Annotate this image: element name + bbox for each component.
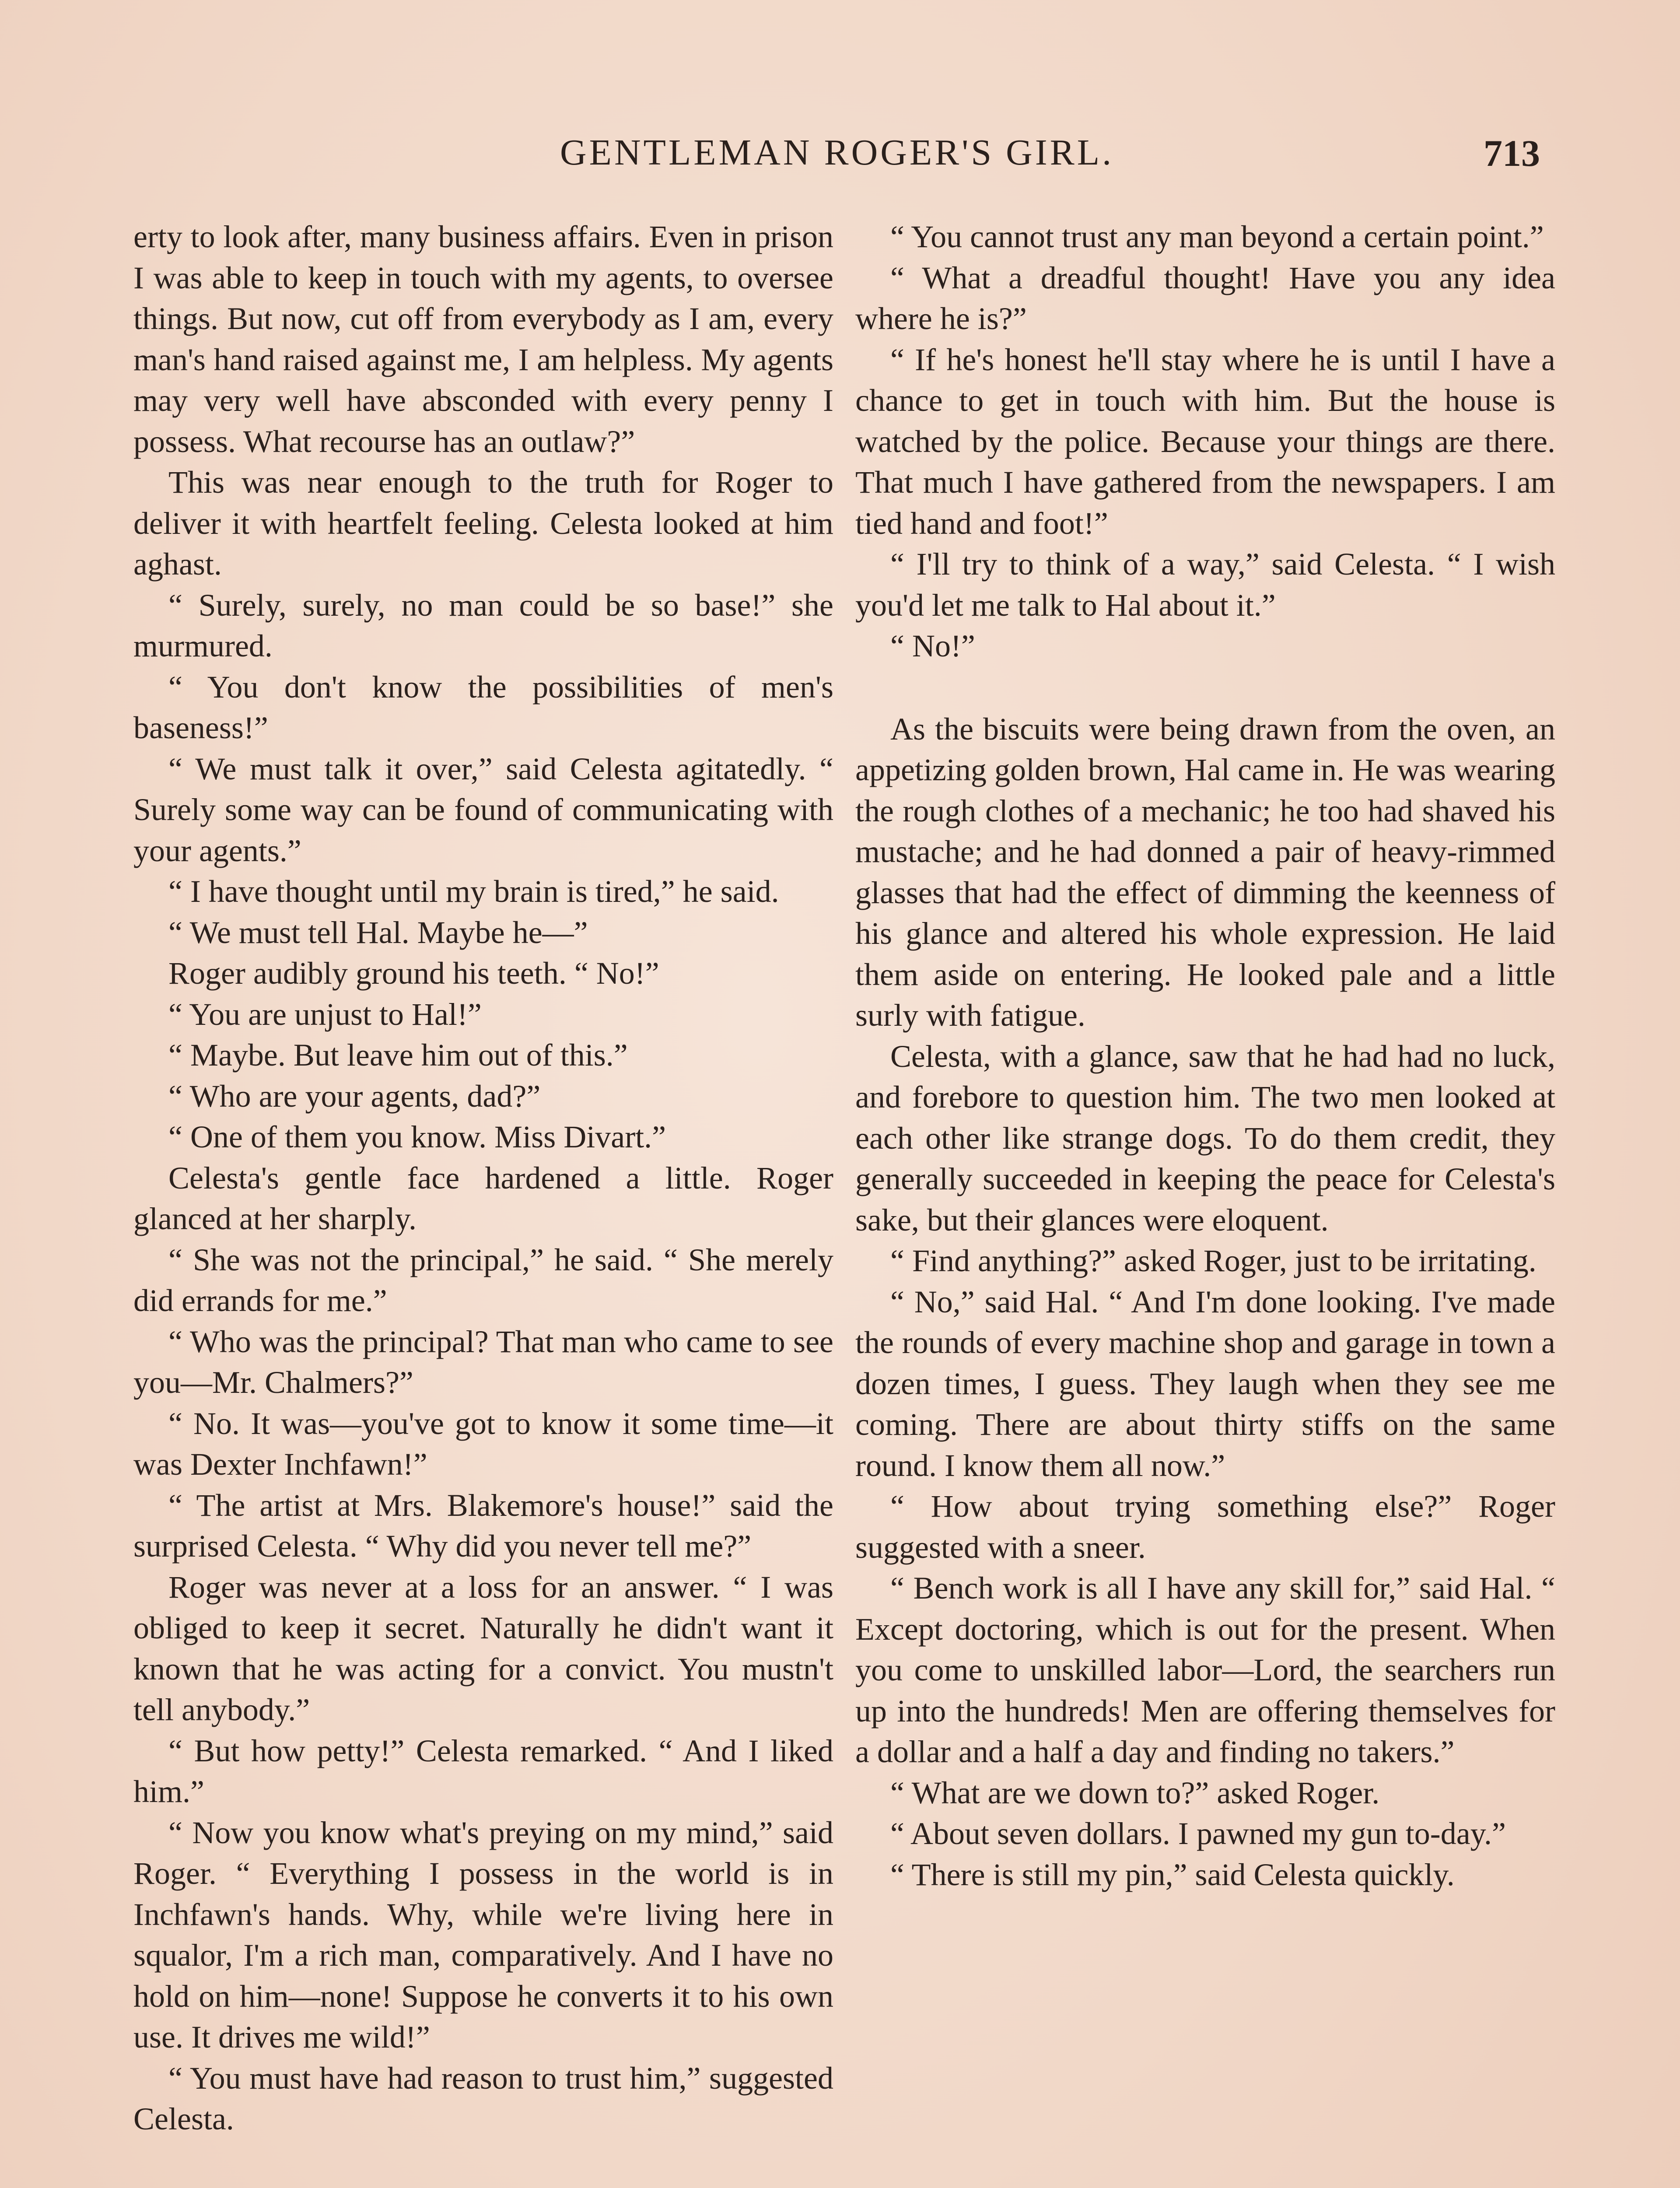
paragraph: “ Now you know what's preying on my mind,” said Roger. “ Everything I possess in the world is in Inchfawn's hands. Why, while we're living here in squalor, I'm a rich man, comparatively. And I have no hold on him—none! Suppose he converts it to his own use. It drives me wild!”	[133, 1815, 833, 2055]
paragraph: “ The artist at Mrs. Blakemore's house!” said the surprised Celesta. “ Why did you never tell me?”	[133, 1487, 833, 1564]
paragraph: “ I have thought until my brain is tired,” he said.	[168, 874, 779, 909]
paragraph: “ One of them you know. Miss Divart.”	[168, 1119, 666, 1154]
paragraph: “ But how petty!” Celesta remarked. “ And I liked him.”	[133, 1733, 833, 1809]
paragraph: “ Find anything?” asked Roger, just to be irritating.	[890, 1243, 1536, 1278]
paragraph: erty to look after, many business affairs. Even in prison I was able to keep in touch with my agents, to oversee things. But now, cut off from everybody as I am, every man's hand raised against me, I am helpless. My agents may very well have absconded with every penny I possess. What recourse has an outlaw?”	[133, 219, 833, 459]
paragraph: “ You must have had reason to trust him,” suggested Celesta.	[133, 2060, 833, 2136]
paragraph: “ What a dreadful thought! Have you any idea where he is?”	[855, 260, 1555, 336]
right-column-narrative	[855, 709, 1555, 1896]
paragraph: “ She was not the principal,” he said. “ She merely did errands for me.”	[133, 1242, 833, 1318]
paragraph: “ We must talk it over,” said Celesta agitatedly. “ Surely some way can be found of communicating with your agents.”	[133, 751, 833, 868]
paragraph: “ How about trying something else?” Roger suggested with a sneer.	[855, 1489, 1555, 1565]
paragraph: “ No. It was—you've got to know it some time—it was Dexter Inchfawn!”	[133, 1406, 833, 1482]
paragraph: Roger audibly ground his teeth. “ No!”	[168, 956, 659, 991]
paragraph: “ Who was the principal? That man who came to see you—Mr. Chalmers?”	[133, 1324, 833, 1400]
right-column	[855, 217, 1555, 1895]
paragraph: “ You cannot trust any man beyond a certain point.”	[890, 219, 1544, 254]
section-break	[855, 667, 1555, 709]
paragraph: “ No!”	[890, 628, 975, 663]
paragraph: “ We must tell Hal. Maybe he—”	[168, 915, 588, 950]
page-number: 713	[1484, 132, 1540, 174]
paragraph: “ Bench work is all I have any skill for,” said Hal. “ Except doctoring, which is out for the present. When you come to unskilled labor—Lord, the searchers run up into the hundreds! Men are offering themselves for a dollar and a half a day and finding no takers.”	[855, 1571, 1555, 1769]
paragraph: “ I'll try to think of a way,” said Celesta. “ I wish you'd let me talk to Hal about it.”	[855, 547, 1555, 623]
paragraph: Celesta, with a glance, saw that he had had no luck, and forebore to question him. The two men looked at each other like strange dogs. To do them credit, they generally succeeded in keeping the peace for Celesta's sake, but their glances were eloquent.	[855, 1038, 1555, 1238]
paragraph: “ If he's honest he'll stay where he is until I have a chance to get in touch with him. But the house is watched by the police. Because your things are there. That much I have gathered from the newspapers. I am tied hand and foot!”	[855, 342, 1555, 541]
paragraph: “ No,” said Hal. “ And I'm done looking. I've made the rounds of every machine shop and garage in town a dozen times, I guess. They laugh when they see me coming. There are about thirty stiffs on the same round. I know them all now.”	[855, 1284, 1555, 1483]
left-column	[133, 217, 833, 2140]
paragraph: “ There is still my pin,” said Celesta quickly.	[890, 1857, 1455, 1892]
paragraph: “ Who are your agents, dad?”	[168, 1078, 541, 1114]
paragraph: “ You are unjust to Hal!”	[168, 996, 482, 1032]
paragraph: “ What are we down to?” asked Roger.	[890, 1775, 1380, 1810]
right-column-dialogue	[855, 217, 1555, 667]
paragraph: “ Maybe. But leave him out of this.”	[168, 1038, 628, 1073]
paragraph: As the biscuits were being drawn from the oven, an appetizing golden brown, Hal came in. He was wearing the rough clothes of a mechanic; he too had shaved his mustache; and he had donned a pair of heavy-rimmed glasses that had the effect of dimming the keenness of his glance and altered his whole expression. He laid them aside on entering. He looked pale and a little surly with fatigue.	[855, 711, 1555, 1033]
paragraph: Roger was never at a loss for an answer. “ I was obliged to keep it secret. Naturally he didn't want it known that he was acting for a convict. You mustn't tell anybody.”	[133, 1569, 833, 1727]
paragraph: “ Surely, surely, no man could be so base!” she murmured.	[133, 587, 833, 663]
paragraph: Celesta's gentle face hardened a little. Roger glanced at her sharply.	[133, 1160, 833, 1236]
paragraph: “ About seven dollars. I pawned my gun to-day.”	[890, 1816, 1506, 1851]
paragraph: This was near enough to the truth for Roger to deliver it with heartfelt feeling. Celesta looked at him aghast.	[133, 465, 833, 582]
running-title: GENTLEMAN ROGER'S GIRL.	[560, 132, 1114, 173]
page-header	[131, 131, 1540, 184]
paragraph: “ You don't know the possibilities of men's baseness!”	[133, 669, 833, 745]
